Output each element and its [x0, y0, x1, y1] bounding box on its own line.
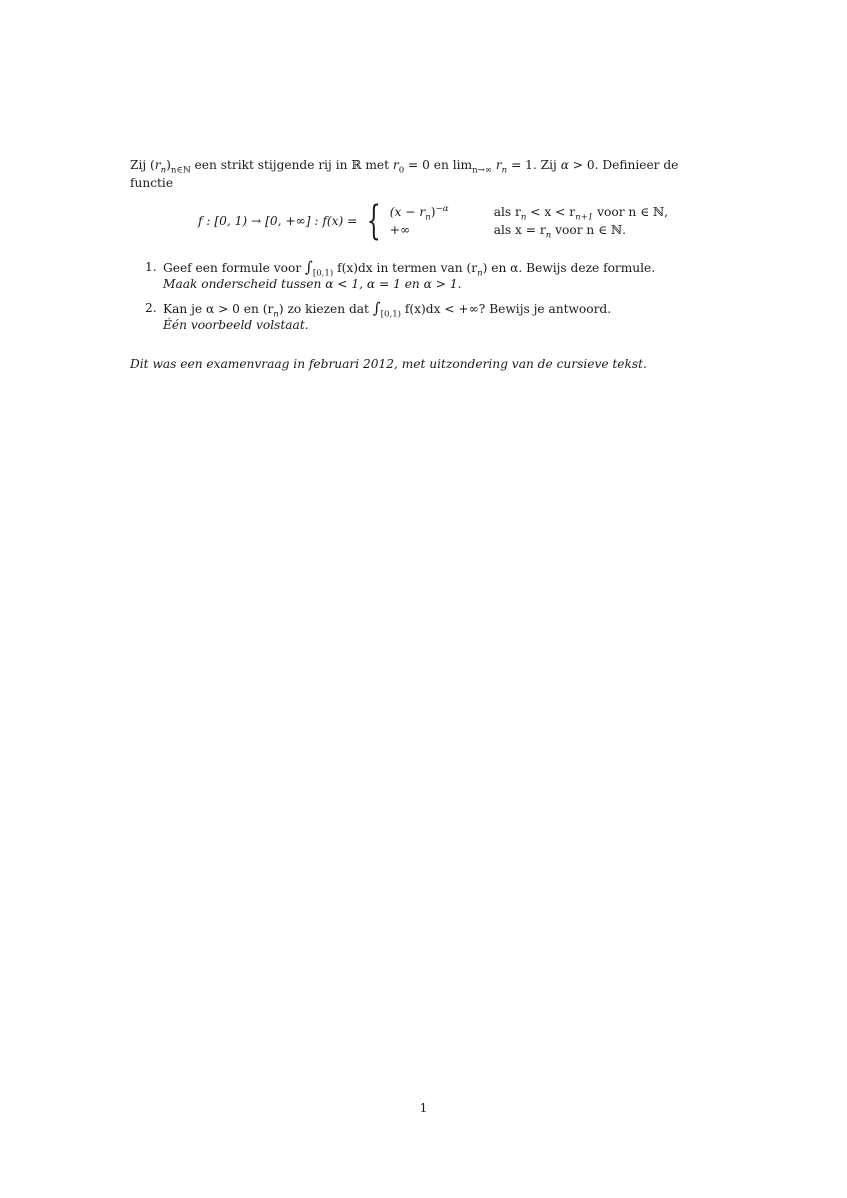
- statement-segment: [130, 157, 679, 176]
- math-expression: (x − r: [389, 205, 426, 219]
- piecewise-cases: [389, 203, 669, 241]
- condition-text: als x = r: [493, 223, 546, 237]
- text-segment: Zij (: [130, 158, 155, 172]
- integral-domain: [0,1): [312, 268, 334, 279]
- text-segment: = 1. Zij: [507, 158, 561, 172]
- case-2-expression: +∞: [389, 223, 411, 237]
- left-brace-glyph: {: [367, 198, 382, 244]
- math-subscript: n: [425, 212, 431, 223]
- text-segment: Geef een formule voor: [163, 261, 306, 275]
- page-number: 1: [419, 1101, 428, 1115]
- condition-text: voor n ∈ ℕ,: [593, 205, 669, 219]
- math-subscript: n: [545, 230, 552, 241]
- text-segment: = 0 en lim: [404, 158, 473, 172]
- text-segment: ): [166, 158, 171, 172]
- function-definition: [198, 200, 668, 242]
- case-2-condition: [493, 222, 668, 241]
- problem-statement: [130, 157, 735, 191]
- question-text: [163, 258, 705, 279]
- math-subscript: n: [520, 212, 527, 223]
- closing-remark: Dit was een examenvraag in februari 2012, met uitzondering van de cursieve tekst.: [130, 357, 647, 371]
- math-subscript: n∈ℕ: [170, 165, 191, 176]
- math-expression: ): [430, 205, 436, 219]
- math-variable: r: [154, 158, 161, 172]
- statement-line-1: [130, 157, 735, 176]
- condition-text: als r: [493, 205, 521, 219]
- math-subscript: n+1: [575, 212, 594, 223]
- text-segment: f(x)dx in termen van (r: [333, 261, 478, 275]
- question-body: [163, 259, 705, 292]
- question-list: [145, 259, 705, 341]
- text-segment: een strikt stijgende rij in ℝ met: [190, 158, 393, 172]
- question-note: Maak onderscheid tussen α < 1, α = 1 en α > 1.: [163, 277, 462, 291]
- case-1-expression: [389, 203, 494, 223]
- question-body: [163, 300, 705, 333]
- question-text: [163, 299, 705, 320]
- math-variable: α: [560, 158, 569, 172]
- math-variable: r: [392, 158, 399, 172]
- function-signature: f : [0, 1) → [0, +∞] : f(x) =: [198, 214, 358, 228]
- question-item-1: [145, 259, 705, 292]
- condition-text: < x < r: [526, 205, 576, 219]
- case-1-condition: [493, 204, 669, 223]
- question-number: 1.: [145, 260, 157, 274]
- math-variable: r: [491, 158, 502, 172]
- math-subscript: n→∞: [472, 165, 492, 176]
- math-subscript: n: [477, 268, 483, 279]
- integral-sign: ∫: [305, 258, 313, 276]
- text-segment: Kan je α > 0 en (r: [163, 302, 274, 316]
- integral-domain: [0,1): [380, 309, 402, 320]
- text-segment: ) en α. Bewijs deze formule.: [482, 261, 656, 275]
- question-note: Één voorbeeld volstaat.: [163, 318, 309, 332]
- text-segment: > 0. Definieer de: [568, 158, 679, 172]
- question-item-2: [145, 300, 705, 333]
- math-subscript: n: [273, 309, 279, 320]
- question-number: 2.: [145, 301, 157, 315]
- math-subscript: 0: [398, 165, 405, 176]
- math-subscript: n: [501, 165, 508, 176]
- math-superscript: −α: [435, 203, 449, 214]
- condition-text: voor n ∈ ℕ.: [551, 223, 627, 237]
- statement-line-2: functie: [130, 176, 174, 190]
- text-segment: ) zo kiezen dat: [278, 302, 373, 316]
- integral-sign: ∫: [372, 299, 381, 317]
- math-subscript: n: [160, 165, 167, 176]
- text-segment: f(x)dx < +∞? Bewijs je antwoord.: [401, 302, 612, 316]
